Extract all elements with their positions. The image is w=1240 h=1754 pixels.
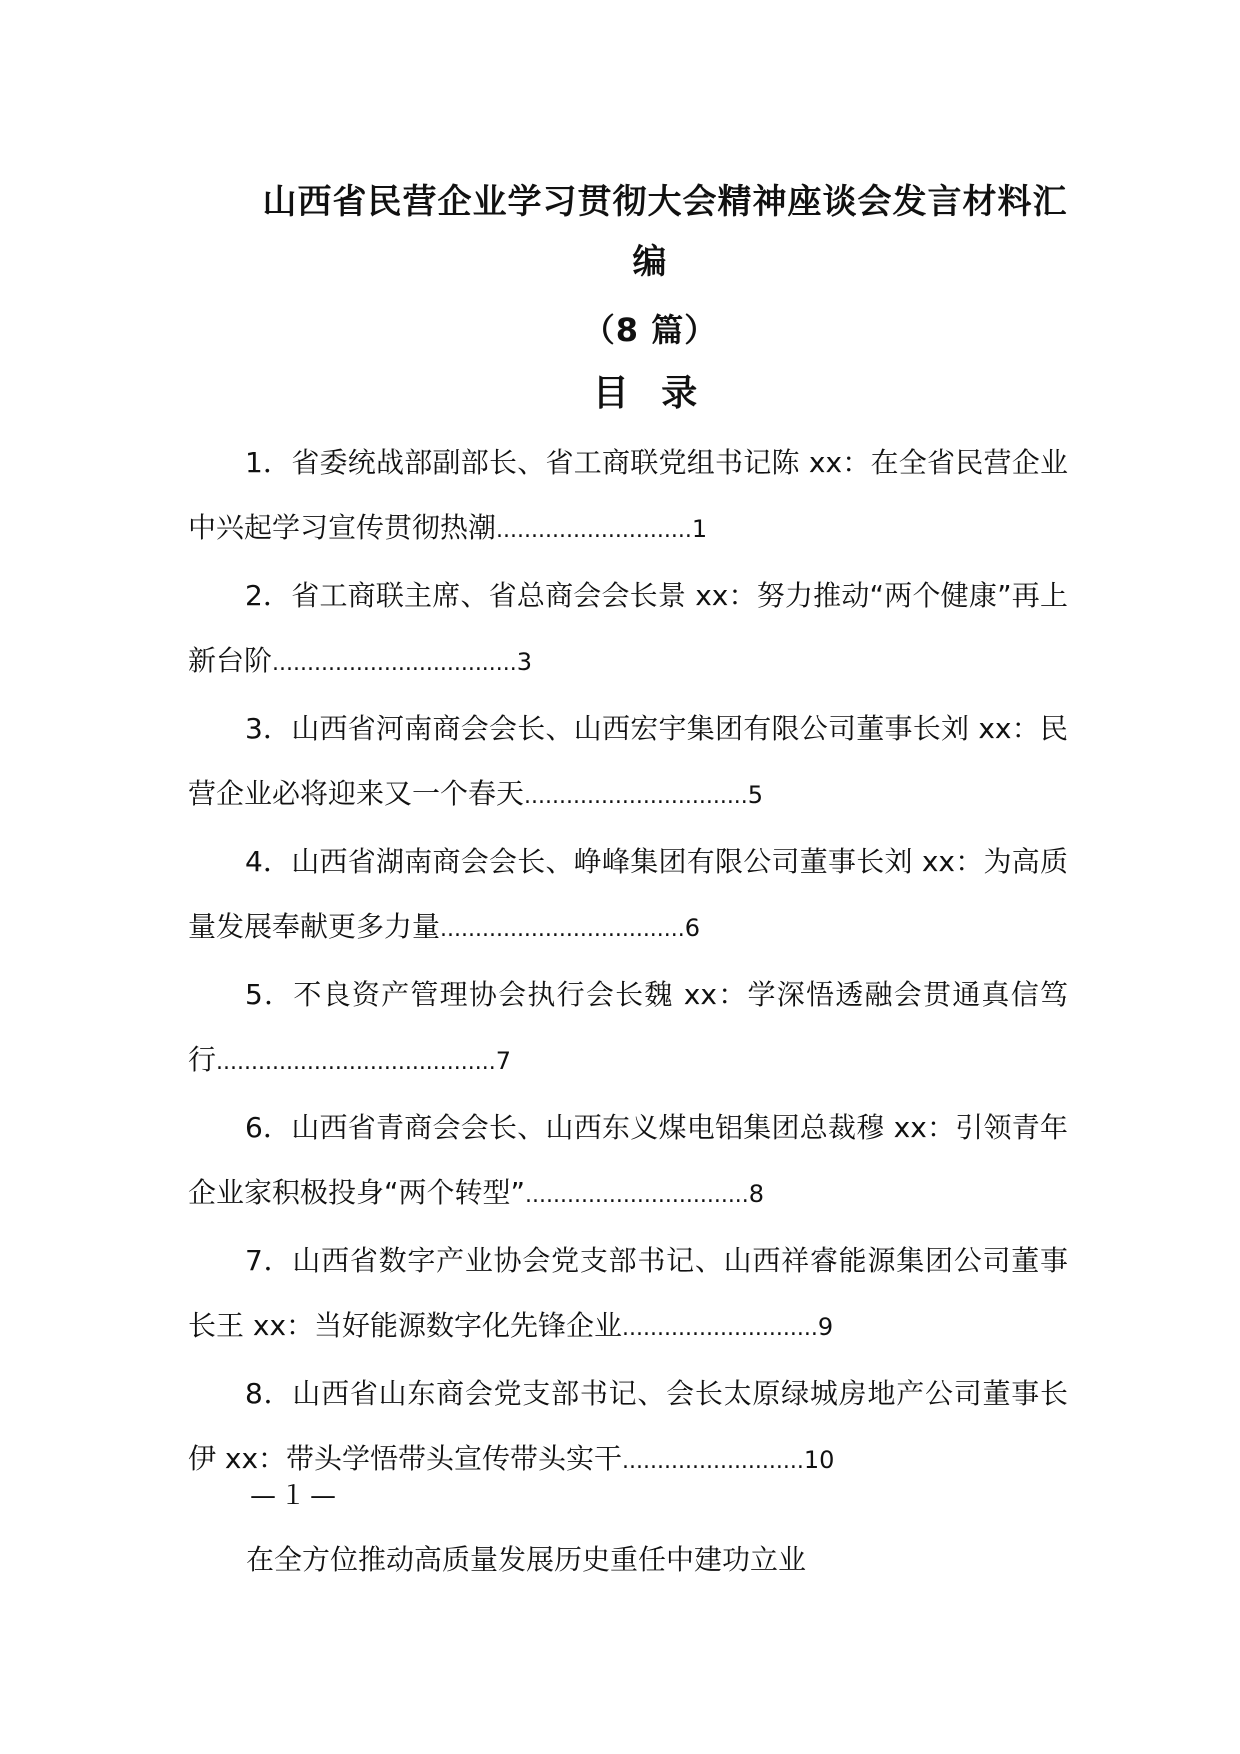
table-of-contents <box>188 430 1068 1494</box>
toc-item-page: 6 <box>684 914 701 942</box>
document-title-count: （8 篇） <box>582 311 718 349</box>
toc-item-page: 3 <box>516 648 533 676</box>
toc-item-leader: ............................ <box>496 518 692 543</box>
toc-item-1[interactable] <box>188 430 1068 563</box>
toc-item-7[interactable] <box>188 1228 1068 1361</box>
next-section-title: 在全方位推动高质量发展历史重任中建功立业 <box>246 1543 807 1576</box>
toc-item-leader: .......................... <box>622 1449 804 1474</box>
toc-item-text: 山西省湖南商会会长、峥峰集团有限公司董事长刘 xx：为高质量发展奉献更多力量 <box>188 845 1068 943</box>
toc-item-page: 7 <box>495 1047 512 1075</box>
document-title-line-1: 山西省民营企业学习贯彻大会精神座谈会发言材料汇 <box>262 182 1068 222</box>
toc-item-text: 山西省数字产业协会党支部书记、山西祥睿能源集团公司董事长王 xx：当好能源数字化先锋企业 <box>188 1244 1068 1342</box>
toc-item-3[interactable] <box>188 696 1068 829</box>
toc-item-number: 3． <box>245 712 292 745</box>
toc-item-text: 省工商联主席、省总商会会长景 xx：努力推动“两个健康”再上新台阶 <box>188 579 1068 677</box>
toc-item-page: 8 <box>748 1180 765 1208</box>
toc-item-text: 不良资产管理协会执行会长魏 xx：学深悟透融会贯通真信笃行 <box>188 978 1068 1076</box>
toc-item-number: 7． <box>245 1244 293 1277</box>
toc-item-page: 9 <box>817 1313 834 1341</box>
toc-item-leader: ................................... <box>272 651 517 676</box>
toc-item-page: 5 <box>747 781 764 809</box>
toc-item-leader: ........................................ <box>216 1050 496 1075</box>
document-title-line-2: 编 <box>632 242 668 282</box>
toc-item-number: 1． <box>245 446 292 479</box>
toc-item-text: 山西省河南商会会长、山西宏宇集团有限公司董事长刘 xx：民营企业必将迎来又一个春天 <box>188 712 1068 810</box>
toc-item-text: 山西省青商会会长、山西东义煤电铝集团总裁穆 xx：引领青年企业家积极投身“两个转型” <box>188 1111 1068 1209</box>
toc-item-4[interactable] <box>188 829 1068 962</box>
toc-item-5[interactable] <box>188 962 1068 1095</box>
toc-item-leader: ................................ <box>525 1183 749 1208</box>
toc-item-number: 4． <box>245 845 292 878</box>
toc-item-6[interactable] <box>188 1095 1068 1228</box>
toc-item-leader: ................................... <box>440 917 685 942</box>
toc-item-page: 10 <box>803 1446 835 1474</box>
toc-item-number: 8． <box>245 1377 293 1410</box>
toc-item-text: 省委统战部副部长、省工商联党组书记陈 xx：在全省民营企业中兴起学习宣传贯彻热潮 <box>188 446 1068 544</box>
toc-item-8[interactable] <box>188 1361 1068 1494</box>
toc-item-text: 山西省山东商会党支部书记、会长太原绿城房地产公司董事长伊 xx：带头学悟带头宣传带头实干 <box>188 1377 1068 1475</box>
toc-heading: 目 录 <box>592 373 708 414</box>
toc-item-page: 1 <box>691 515 708 543</box>
toc-item-number: 6． <box>245 1111 292 1144</box>
toc-item-leader: ................................ <box>524 784 748 809</box>
page-number: —１— <box>250 1481 341 1511</box>
toc-item-number: 5． <box>245 978 294 1011</box>
toc-item-number: 2． <box>245 579 292 612</box>
toc-item-leader: ............................ <box>622 1316 818 1341</box>
toc-item-2[interactable] <box>188 563 1068 696</box>
